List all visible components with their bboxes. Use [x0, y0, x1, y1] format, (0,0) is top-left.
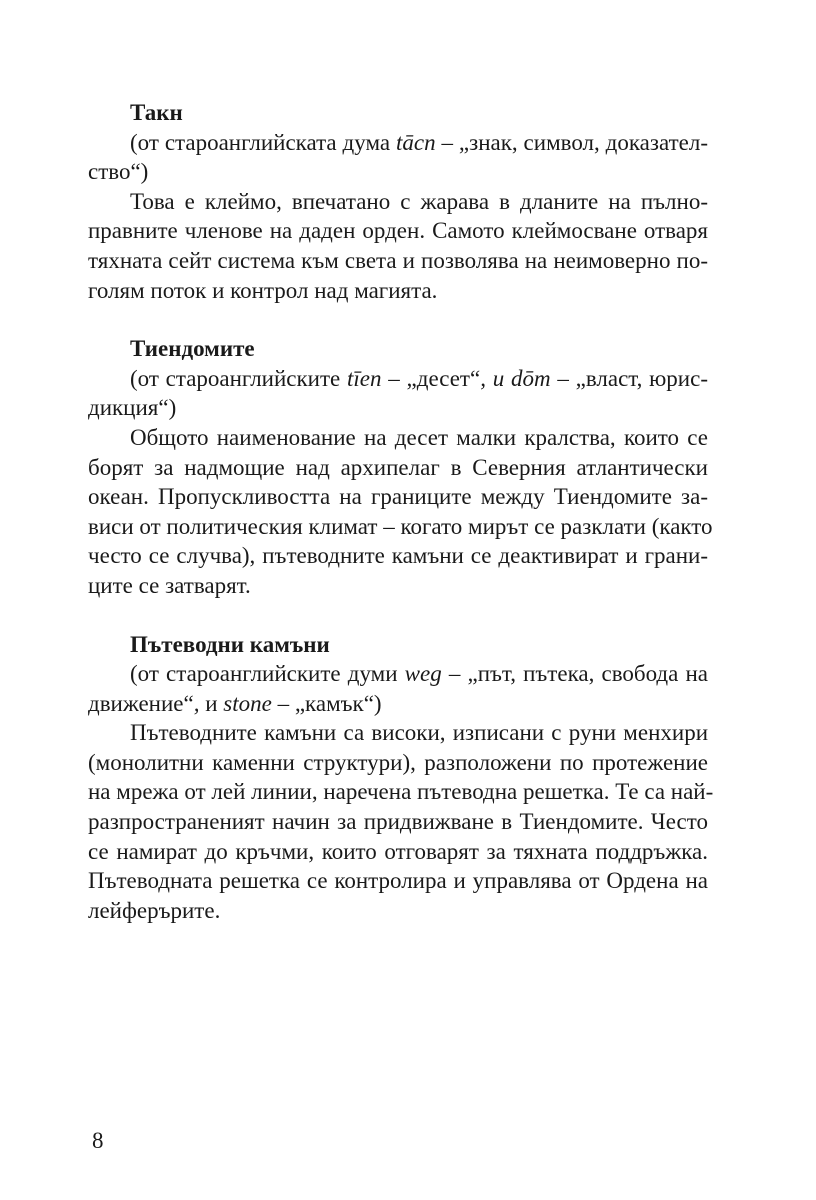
definition-line: често се случва), пътеводните камъни се деактивират и грани-	[88, 543, 708, 569]
entry-term: Пътеводни камъни	[130, 631, 330, 657]
etymology-text: – „власт, юрис-	[550, 365, 708, 391]
definition-line: правните членове на даден орден. Самото клеймосване отваря	[88, 218, 708, 244]
etymology-word-italic: ,	[193, 690, 200, 716]
etymology-text: дикция“)	[88, 395, 177, 421]
glossary-entry-patevodni-kamani	[88, 630, 714, 926]
definition-line: Пътеводната решетка се контролира и управлява от Ордена на	[88, 868, 708, 894]
etymology-word-italic: stone	[223, 690, 272, 716]
glossary-page	[88, 98, 714, 954]
entry-etymology	[88, 364, 708, 423]
etymology-text: – „път, пътека, свобода на	[441, 661, 708, 687]
entry-term: Такн	[130, 100, 183, 125]
etymology-line	[88, 659, 708, 689]
definition-line: голям поток и контрол над магията.	[88, 277, 438, 303]
etymology-text: ство“)	[88, 159, 149, 185]
etymology-text: (от староанглийските	[130, 365, 348, 391]
definition-line: океан. Пропускливостта на границите между Тиендомите за-	[88, 484, 708, 510]
etymology-text: – „десет“	[381, 365, 481, 391]
etymology-line	[88, 157, 708, 187]
etymology-text: (от староанглийската дума	[130, 129, 396, 155]
etymology-line	[88, 393, 708, 423]
definition-line: тяхната сейт система към света и позволява на неимоверно по-	[88, 247, 708, 273]
definition-line: лейферърите.	[88, 897, 221, 923]
definition-line: ците се затварят.	[88, 572, 251, 598]
etymology-text: (от староанглийските думи	[130, 661, 405, 687]
etymology-text: движение“	[88, 690, 194, 716]
definition-line: Това е клеймо, впечатано с жарава в дланите на пълно-	[130, 188, 708, 214]
entry-etymology	[88, 128, 708, 187]
etymology-line	[88, 128, 708, 158]
definition-line: Пътеводните камъни са високи, изписани с руни менхири	[130, 720, 708, 746]
etymology-word-italic: weg	[404, 661, 442, 687]
glossary-entry-takn	[88, 98, 708, 305]
definition-line: виси от политическия климат – когато мирът се разклати (както	[88, 513, 713, 539]
etymology-line	[88, 689, 708, 719]
etymology-word-italic: , и dōm	[480, 365, 551, 391]
page-number: 8	[92, 1128, 104, 1153]
definition-line: разпространеният начин за придвижване в Тиендомите. Често	[88, 809, 708, 835]
etymology-text: – „камък“)	[271, 690, 382, 716]
entry-definition	[88, 718, 714, 925]
definition-line: (монолитни каменни структури), разположени по протежение	[88, 749, 708, 775]
etymology-text: – „знак, символ, доказател-	[435, 129, 708, 155]
entry-etymology	[88, 659, 708, 718]
definition-line: борят за надмощие над архипелаг в Северния атлантически	[88, 454, 708, 480]
definition-line: Общото наименование на десет малки кралства, които се	[130, 424, 708, 450]
entry-definition	[88, 187, 708, 305]
glossary-entry-tiendomite	[88, 334, 713, 600]
entry-definition	[88, 423, 713, 601]
etymology-text: и	[199, 690, 224, 716]
definition-line: на мрежа от лей линии, наречена пътеводна решетка. Те са най-	[88, 779, 714, 805]
definition-line: се намират до кръчми, които отговарят за тяхната поддръжка.	[88, 838, 708, 864]
entry-term: Тиендомите	[130, 336, 255, 362]
etymology-word-italic: tācn	[395, 129, 436, 155]
etymology-word-italic: tīen	[347, 365, 382, 391]
etymology-line	[88, 364, 708, 394]
